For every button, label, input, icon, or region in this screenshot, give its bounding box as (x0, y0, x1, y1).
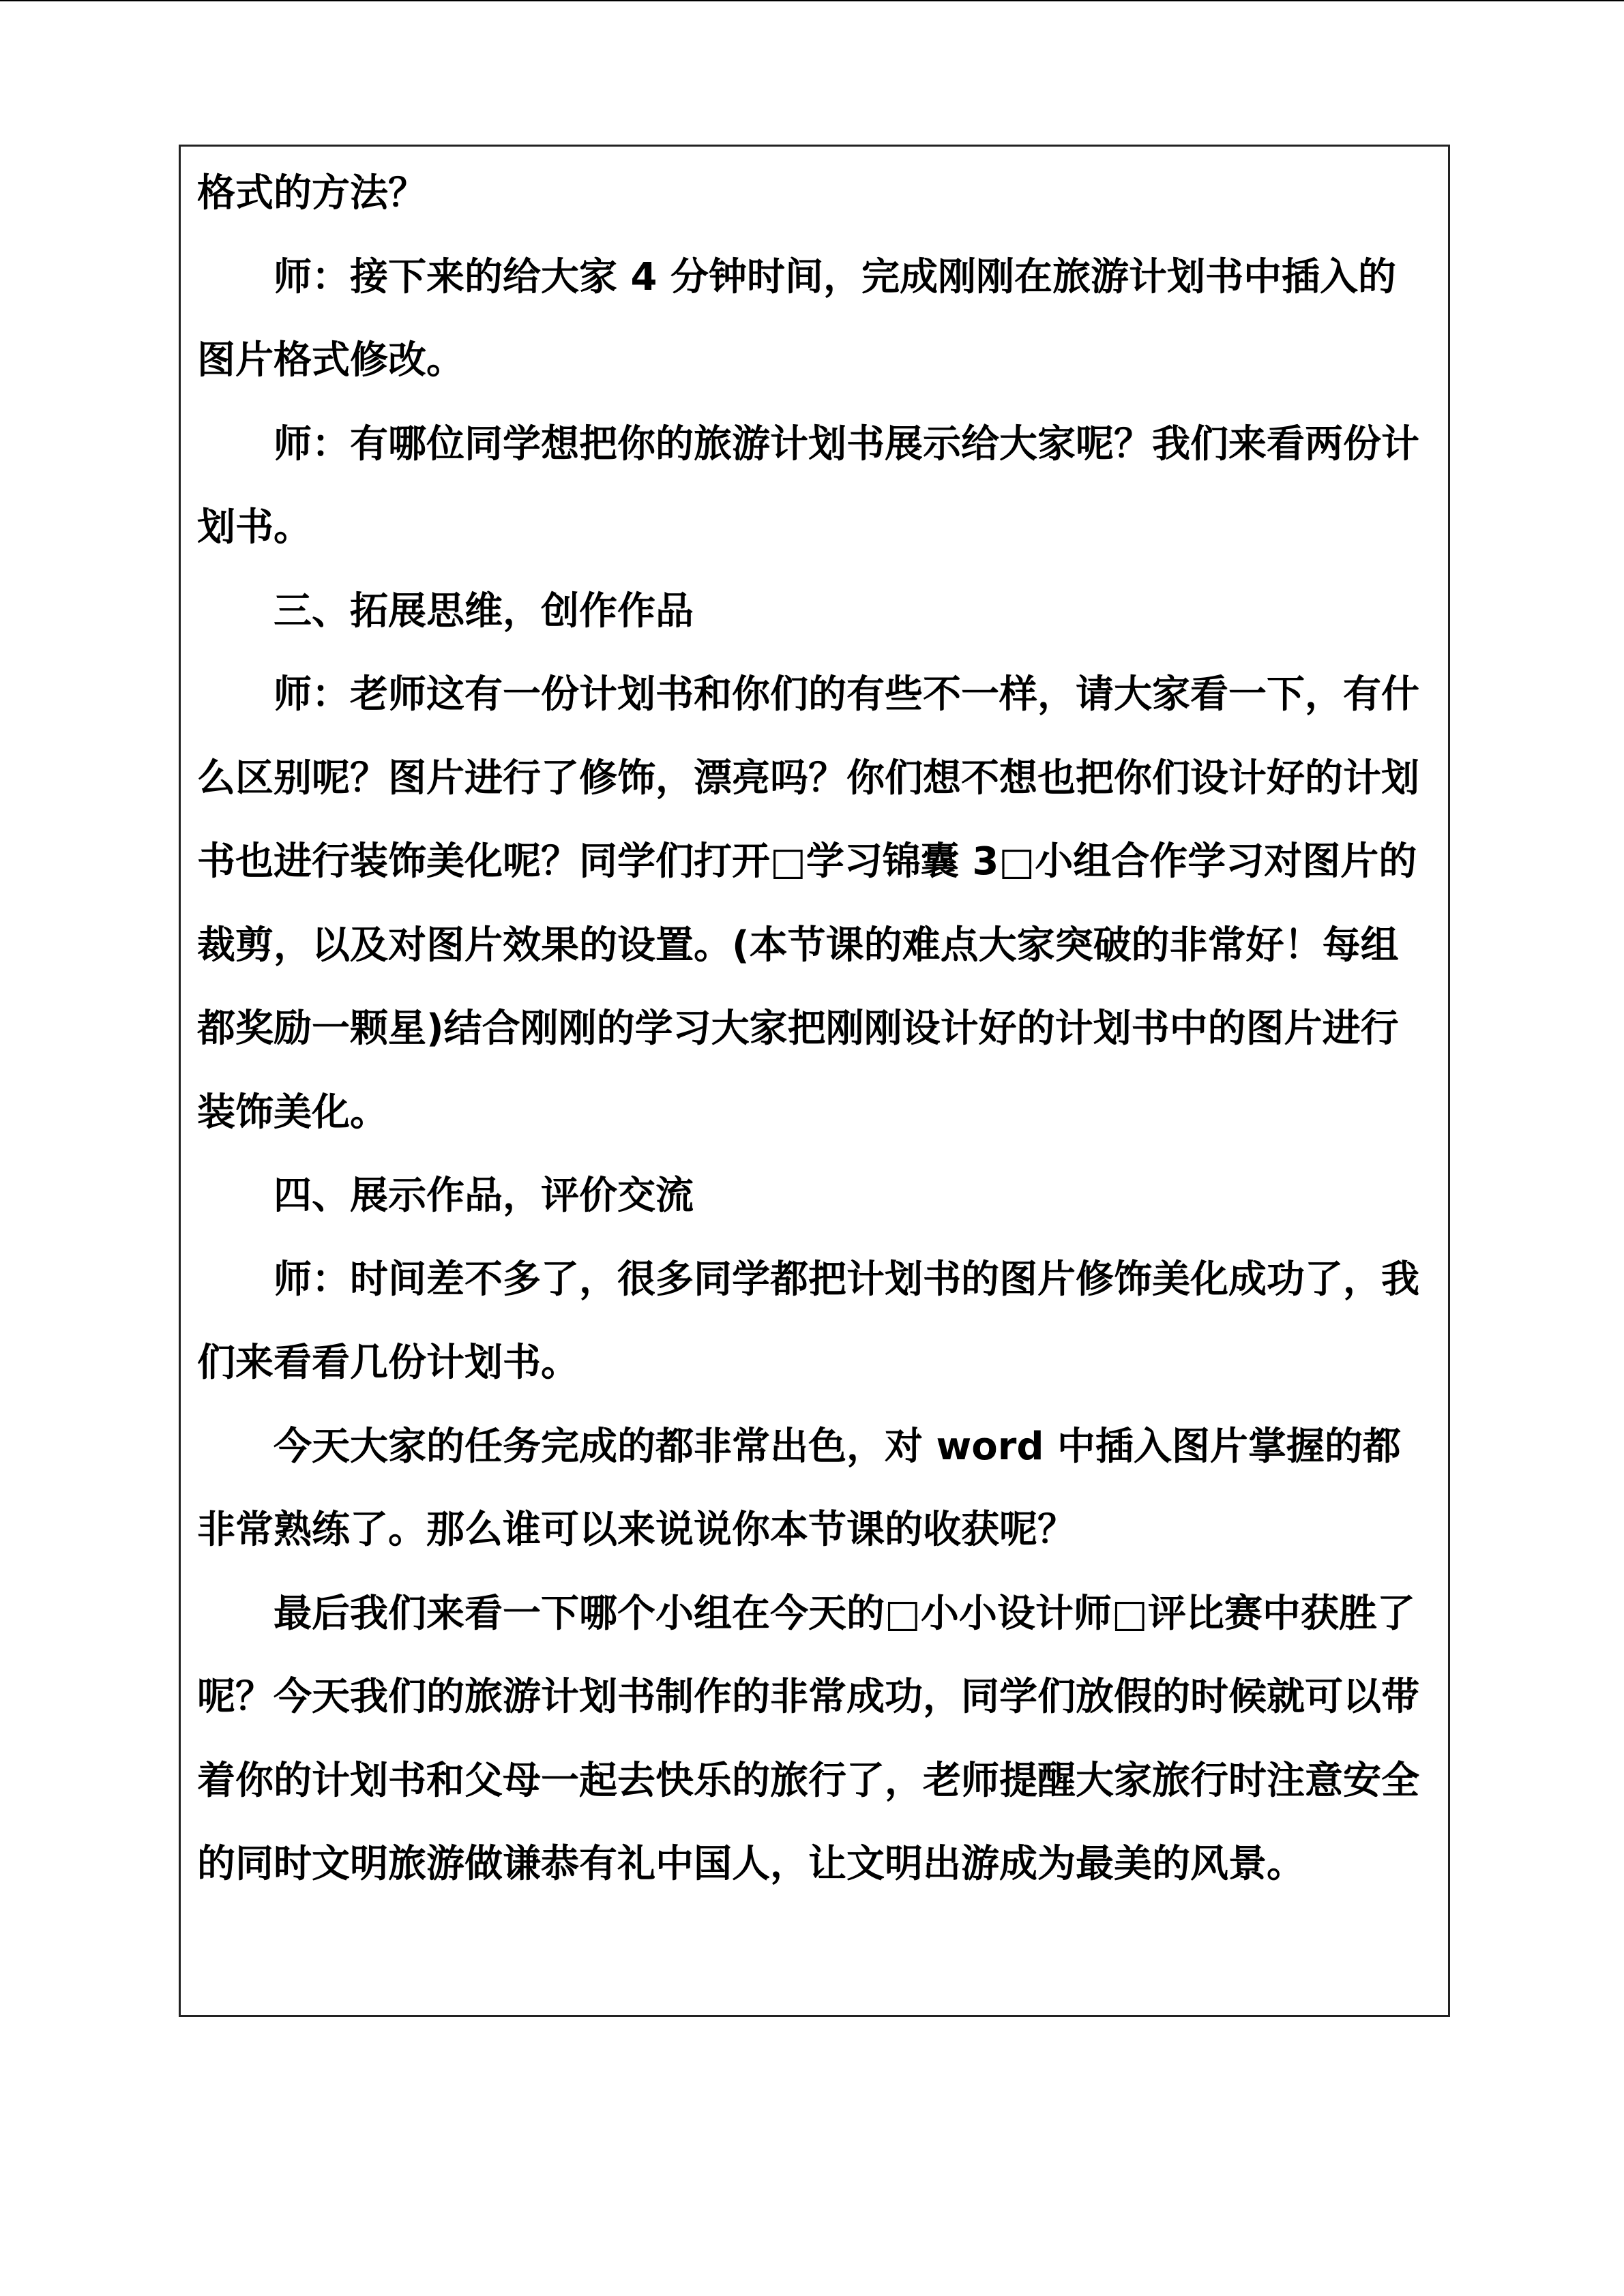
paragraph-teacher-format-task: 师：接下来的给大家 4 分钟时间，完成刚刚在旅游计划书中插入的图片格式修改。 (197, 254, 1396, 383)
paragraph-teacher-show-plans: 师：有哪位同学想把你的旅游计划书展示给大家呢？我们来看两份计划书。 (197, 421, 1419, 550)
page-top-border (0, 0, 1624, 1)
section-heading-expand-thinking: 三、拓展思维，创作作品 (274, 588, 694, 633)
lesson-plan-text-box (179, 145, 1450, 2017)
paragraph-teacher-decorate-pictures: 师：老师这有一份计划书和你们的有些不一样，请大家看一下，有什么区别呢？图片进行了修饰，漂亮吗？你们想不想也把你们设计好的计划书也进行装饰美化呢？同学们打开□学习锦囊 3□小组合作学习对图片的裁剪，以及对图片效果的设置。(本节课的难点大家突破的非常好！每组都奖励一颗星)结合刚刚的学习大家把刚刚设计好的计划书中的图片进行装饰美化。 (197, 672, 1419, 1135)
paragraph-closing-remarks: 最后我们来看一下哪个小组在今天的□小小设计师□评比赛中获胜了呢？今天我们的旅游计划书制作的非常成功，同学们放假的时候就可以带着你的计划书和父母一起去快乐的旅行了，老师提醒大家旅行时注意安全的同时文明旅游做谦恭有礼中国人，让文明出游成为最美的风景。 (197, 1591, 1419, 1886)
paragraph-summary-harvest: 今天大家的任务完成的都非常出色，对 word 中插入图片掌握的都非常熟练了。那么谁可以来说说你本节课的收获呢？ (197, 1424, 1401, 1552)
paragraph-teacher-view-plans: 师：时间差不多了，很多同学都把计划书的图片修饰美化成功了，我们来看看几份计划书。 (197, 1257, 1419, 1385)
section-heading-show-works: 四、展示作品，评价交流 (274, 1174, 694, 1218)
paragraph-format-question: 格式的方法？ (197, 171, 426, 215)
